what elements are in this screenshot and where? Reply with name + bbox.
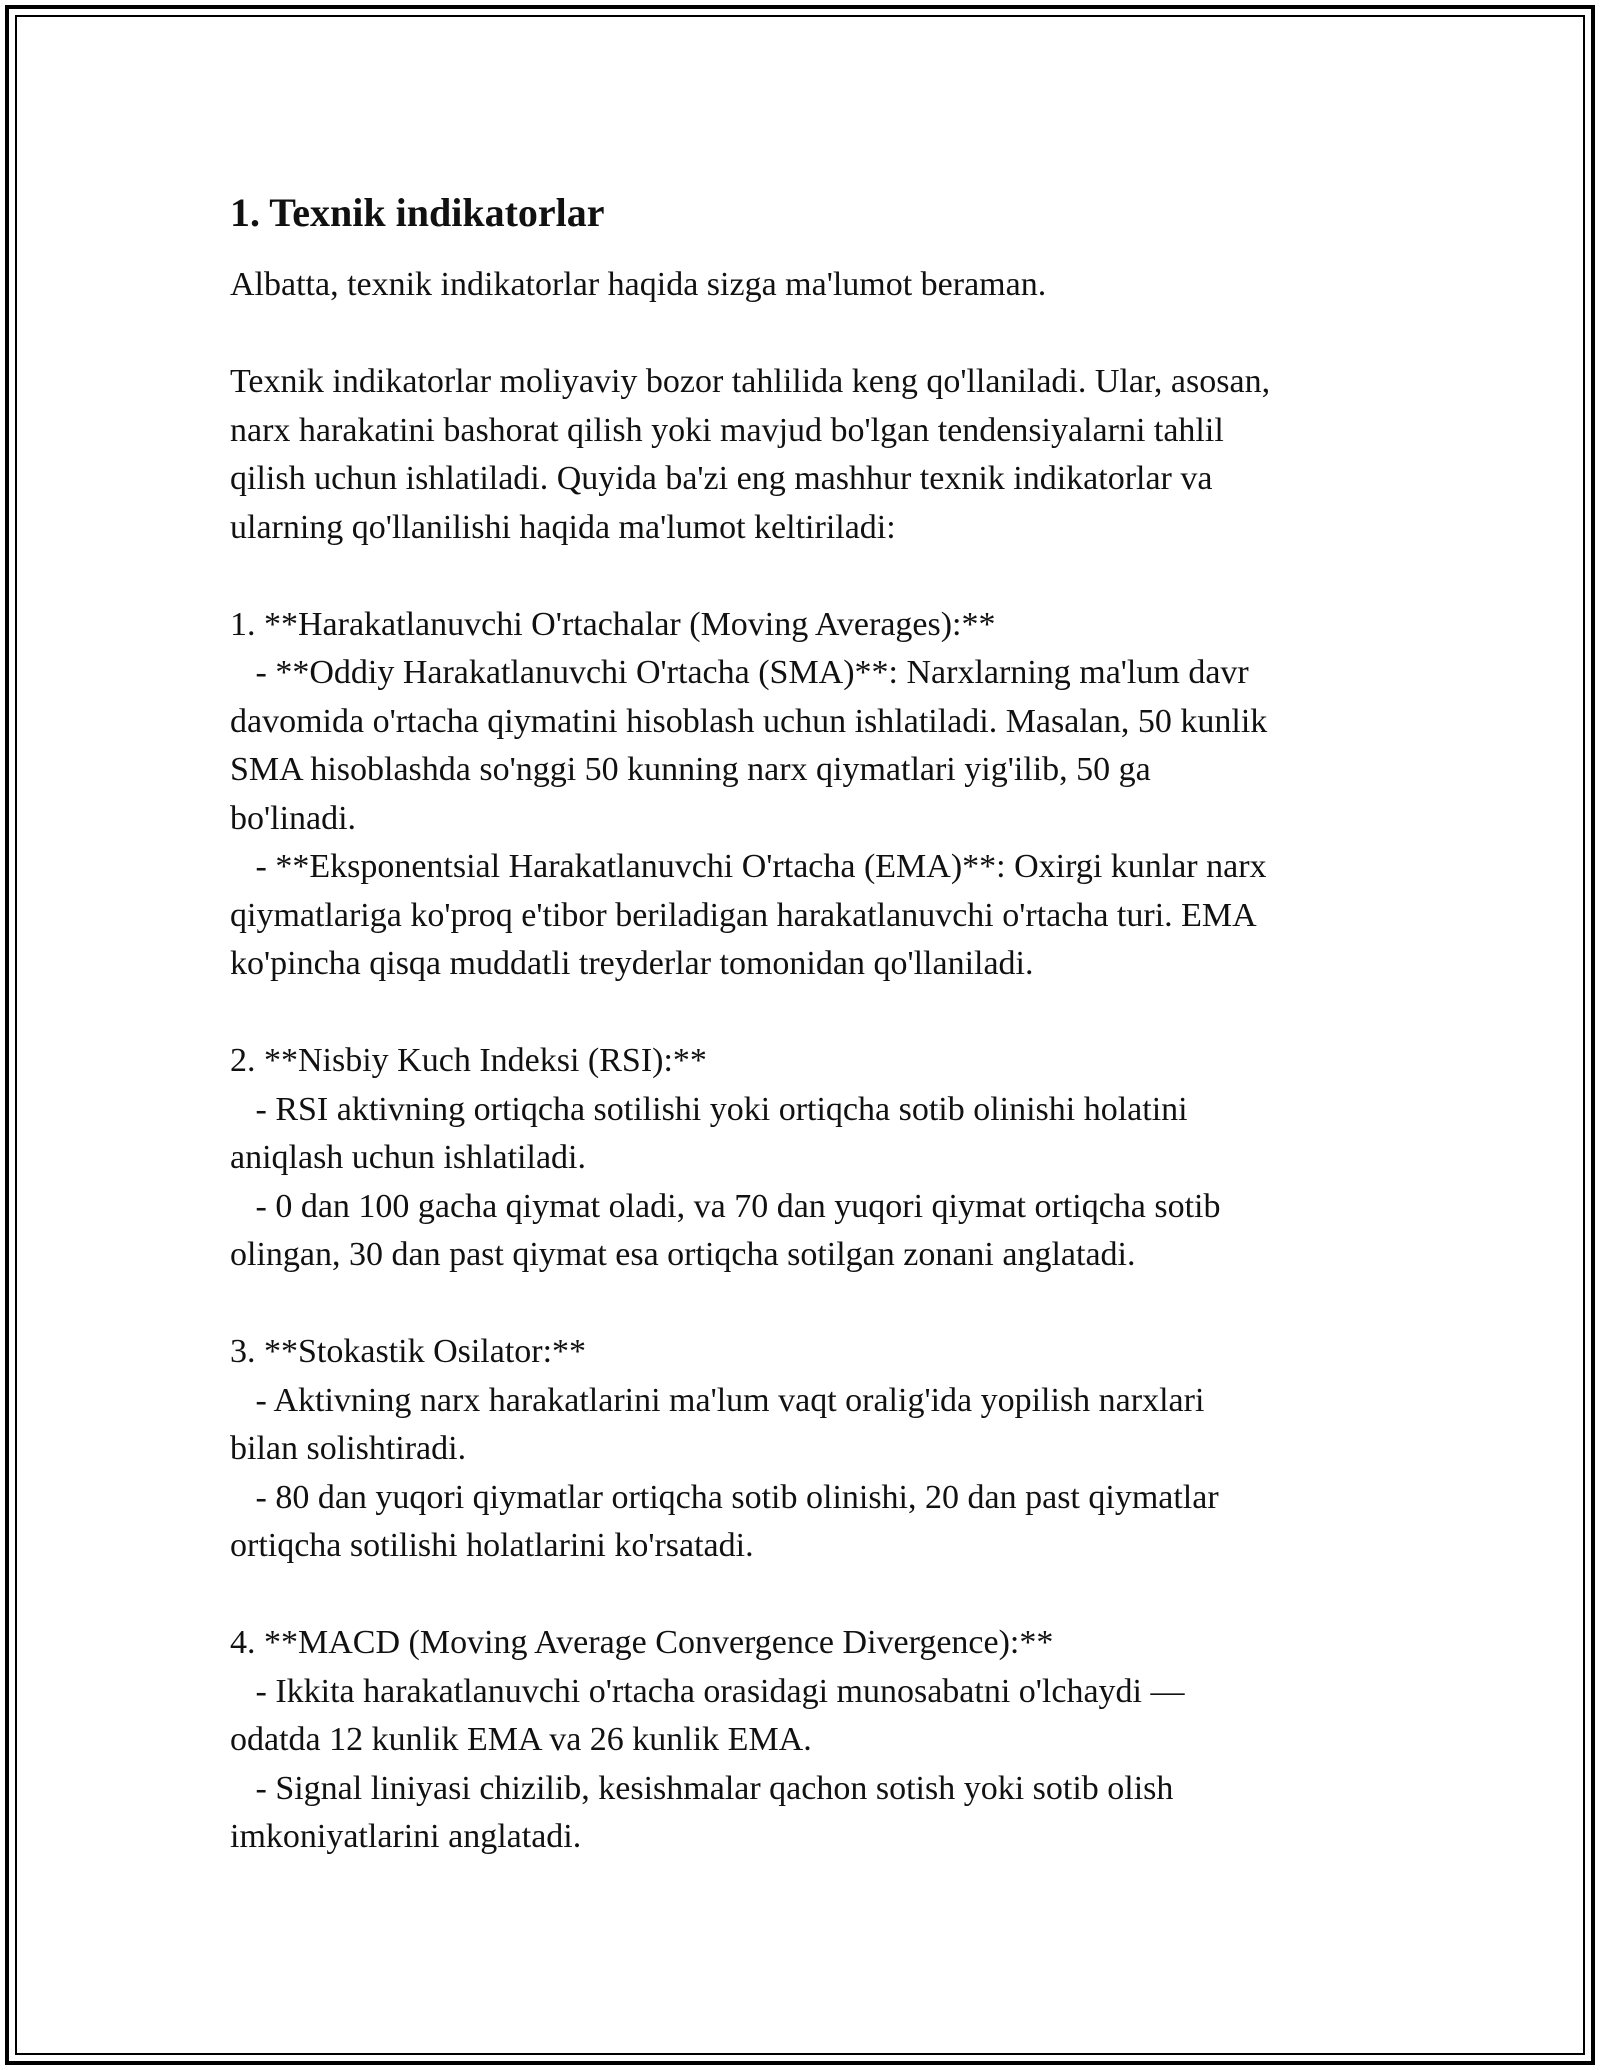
document-body: Albatta, texnik indikatorlar haqida sizga ma'lumot beraman. Texnik indikatorlar moliyaviy bozor tahlilida keng qo'llaniladi. Ular, asosan, narx harakatini bashorat qilish yoki mavjud bo'lgan tendensiyalarni tahlil qilish uchun ishlatiladi. Quyida ba'zi eng mashhur texnik indikatorlar va ularning qo'llanilishi haqida ma'lumot keltiriladi: 1. **Harakatlanuvchi O'rtachalar (Moving Averages):** - **Oddiy Harakatlanuvchi O'rtacha (SMA)**: Narxlarning ma'lum davr davomida o'rtacha qiymatini hisoblash uchun ishlatiladi. Masalan, 50 kunlik SMA hisoblashda so'nggi 50 kunning narx qiymatlari yig'ilib, 50 ga bo'linadi. - **Eksponentsial Harakatlanuvchi O'rtacha (EMA)**: Oxirgi kunlar narx qiymatlariga ko'proq e'tibor beriladigan harakatlanuvchi o'rtacha turi. EMA ko'pincha qisqa muddatli treyderlar tomonidan qo'llaniladi. 2. **Nisbiy Kuch Indeksi (RSI):** - RSI aktivning ortiqcha sotilishi yoki ortiqcha sotib olinishi holatini aniqlash uchun ishlatiladi. - 0 dan 100 gacha qiymat oladi, va 70 dan yuqori qiymat ortiqcha sotib olingan, 30 dan past qiymat esa ortiqcha sotilgan zonani anglatadi. 3. **Stokastik Osilator:** - Aktivning narx harakatlarini ma'lum vaqt oralig'ida yopilish narxlari bilan solishtiradi. - 80 dan yuqori qiymatlar ortiqcha sotib olinishi, 20 dan past qiymatlar ortiqcha sotilishi holatlarini ko'rsatadi. 4. **MACD (Moving Average Convergence Divergence):** - Ikkita harakatlanuvchi o'rtacha orasidagi munosabatni o'lchaydi — odatda 12 kunlik EMA va 26 kunlik EMA. - Signal liniyasi chizilib, kesishmalar qachon sotish yoki sotib olish imkoniyatlarini anglatadi. [230, 266, 1271, 1855]
document-heading: 1. Texnik indikatorlar [230, 190, 605, 235]
document-content [230, 185, 1390, 1862]
